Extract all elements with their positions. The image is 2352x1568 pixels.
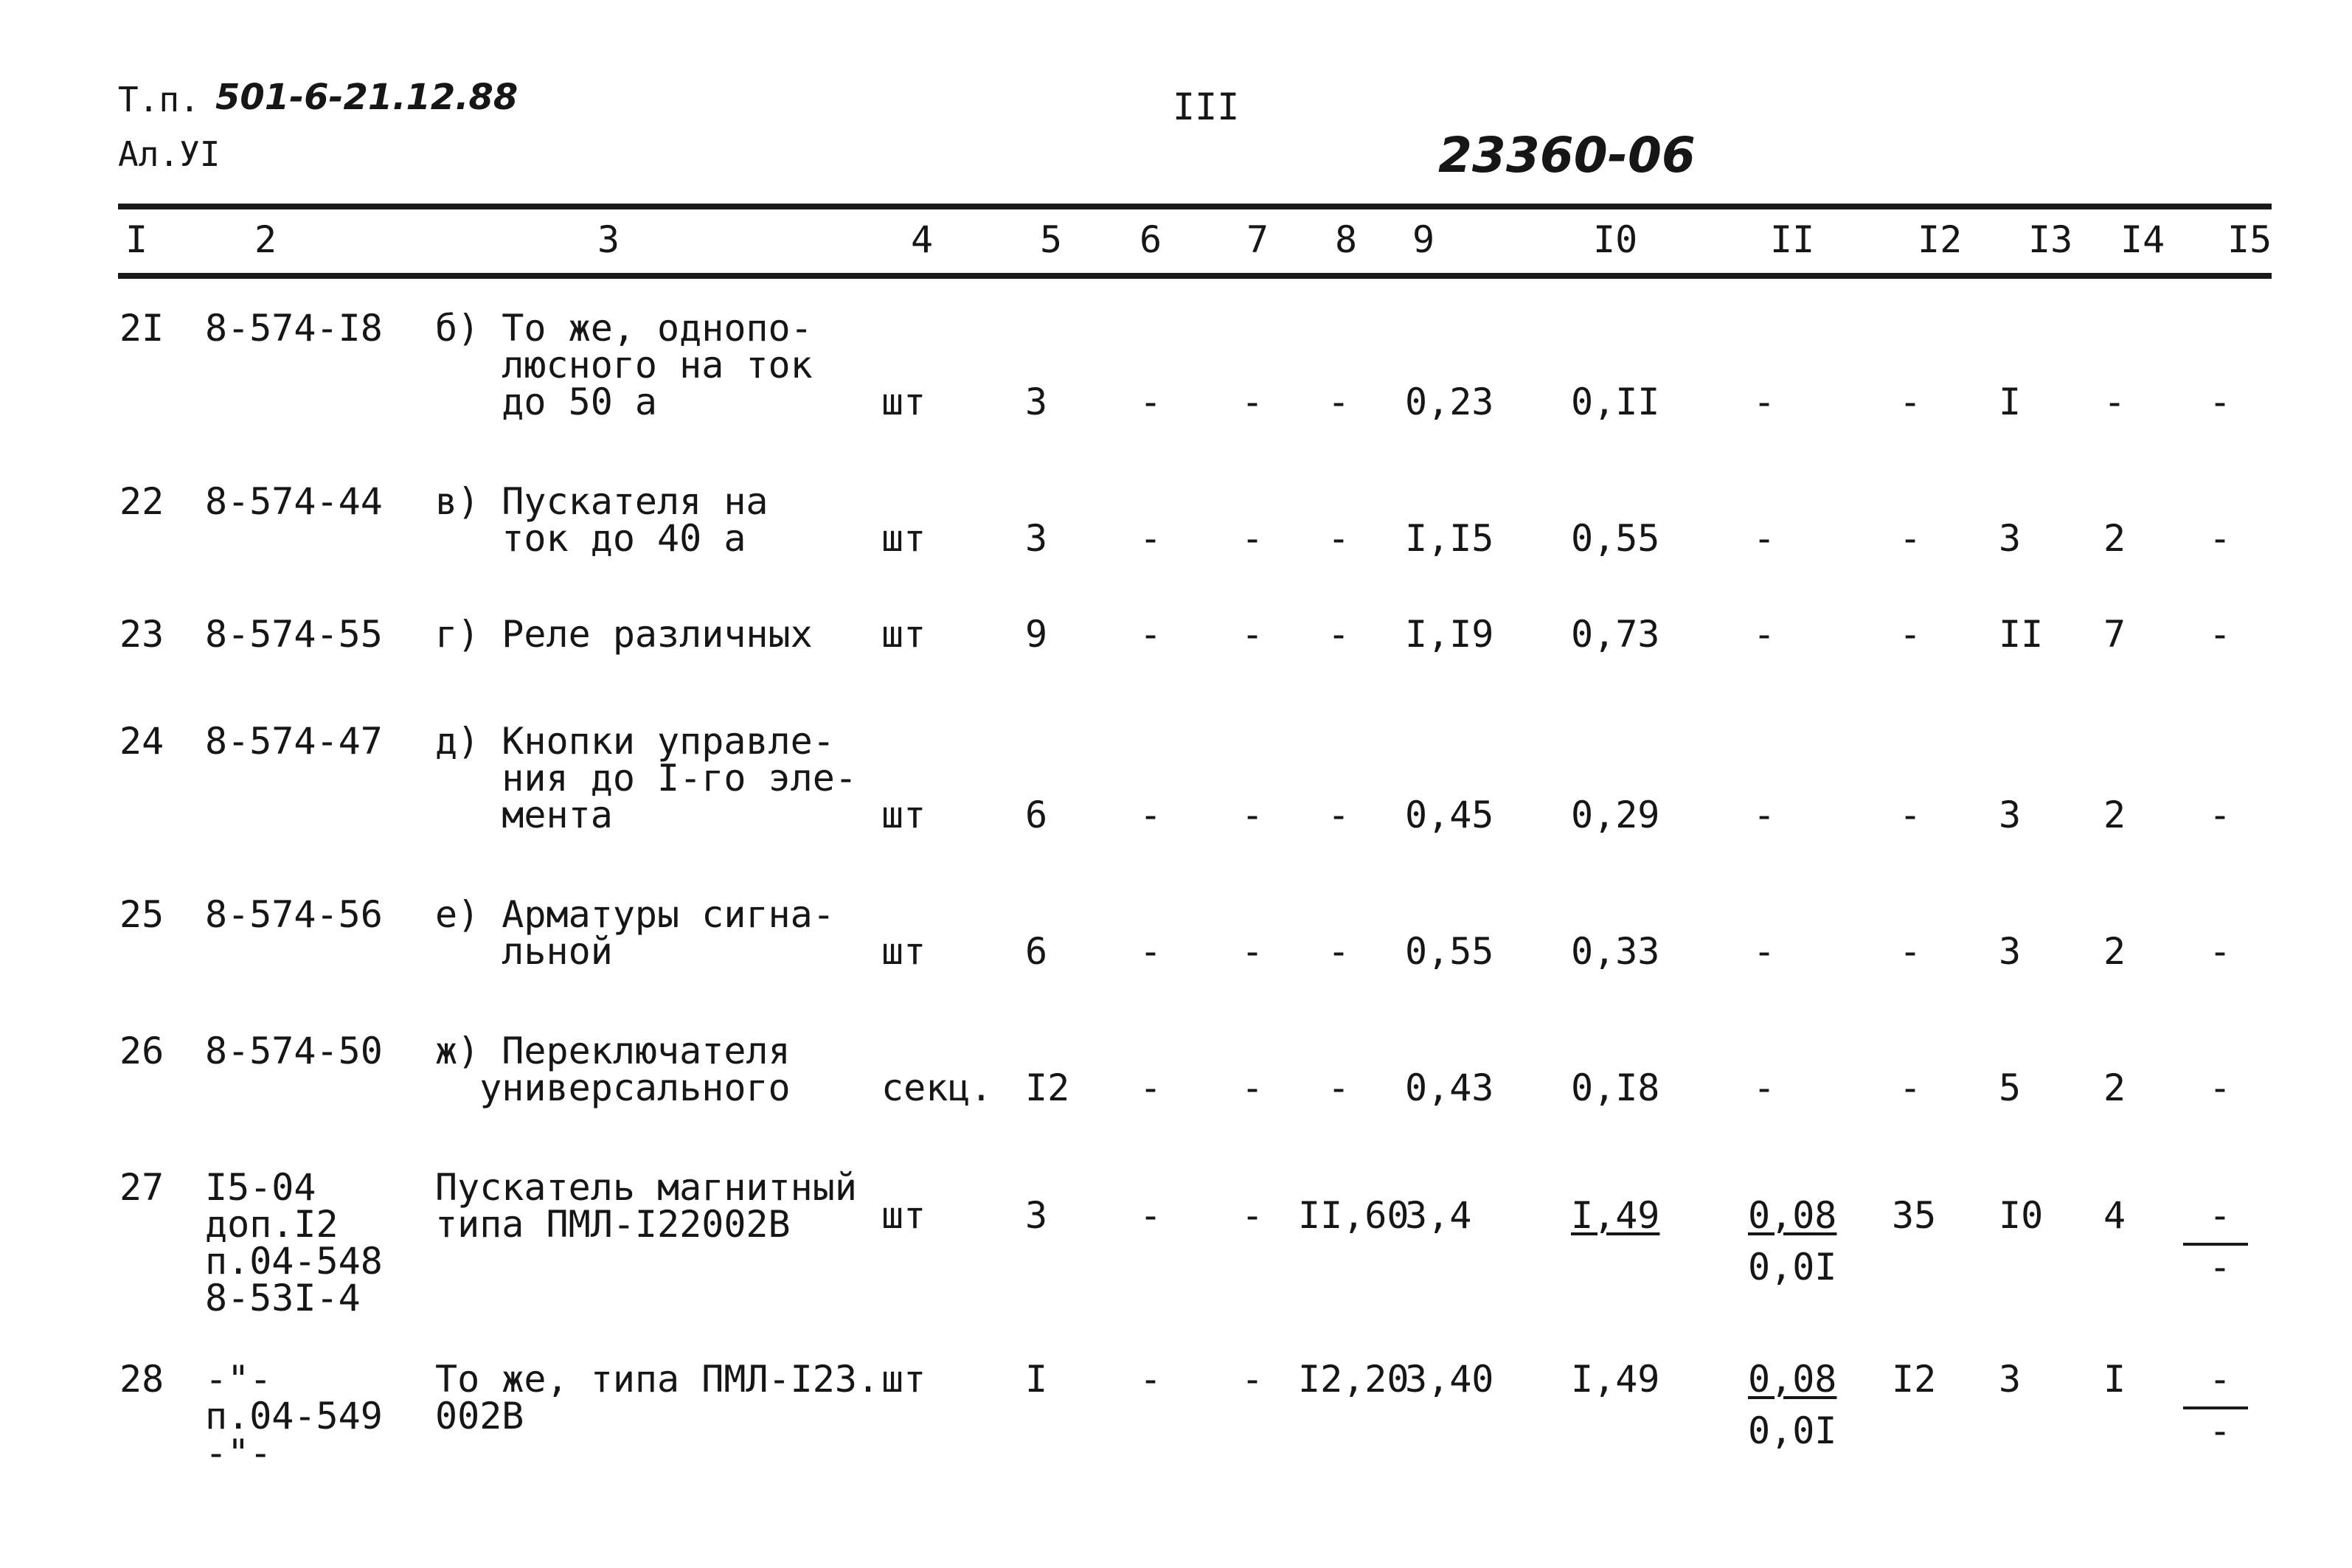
value-col-6: - <box>1139 930 1162 973</box>
value-col-10: 0,55 <box>1571 517 1660 560</box>
rate-code: -"- п.04-549 -"- <box>205 1358 383 1474</box>
value-col-8: II,60 <box>1298 1193 1409 1237</box>
value-col-12: - <box>1899 517 1922 560</box>
unit-of-measure: секц. <box>881 1066 993 1109</box>
value-col-9: 3,4 <box>1405 1193 1472 1237</box>
value-col-11: - <box>1753 1066 1776 1109</box>
value-col-12: - <box>1899 794 1922 836</box>
value-col-15-denominator: - <box>2209 1245 2232 1288</box>
row-number: 27 <box>119 1166 164 1209</box>
value-col-12: 35 <box>1892 1193 1937 1237</box>
quantity-col-5: 3 <box>1025 381 1048 423</box>
value-col-13: 3 <box>1999 930 2022 973</box>
column-header-15: I5 <box>2227 218 2272 261</box>
value-col-15-numerator: - <box>2209 1358 2232 1401</box>
table-top-rule <box>118 204 2272 209</box>
value-col-8: - <box>1328 613 1350 656</box>
column-header-7: 7 <box>1246 218 1269 261</box>
value-col-7: - <box>1241 1066 1264 1109</box>
row-number: 28 <box>119 1358 164 1401</box>
row-number: 25 <box>119 893 164 936</box>
row-number: 26 <box>119 1030 164 1072</box>
value-col-12: - <box>1899 1066 1922 1109</box>
value-col-15-numerator: - <box>2209 1193 2232 1237</box>
rate-code: 8-574-I8 <box>205 307 383 350</box>
value-col-11-numerator: 0,08 <box>1748 1358 1837 1401</box>
item-description: Пускатель магнитный типа ПМЛ-I22002В <box>435 1166 857 1246</box>
value-col-11-denominator: 0,0I <box>1748 1409 1837 1452</box>
value-col-10: 0,29 <box>1571 794 1660 836</box>
value-col-12: - <box>1899 613 1922 656</box>
value-col-13: I0 <box>1999 1193 2044 1237</box>
value-col-10: 0,73 <box>1571 613 1660 656</box>
value-col-15: - <box>2209 517 2232 560</box>
item-description: То же, типа ПМЛ-I23. 002В <box>435 1358 880 1437</box>
rate-code: 8-574-55 <box>205 613 383 656</box>
row-number: 23 <box>119 613 164 656</box>
value-col-14: 2 <box>2103 930 2126 973</box>
unit-of-measure: шт <box>881 794 926 836</box>
value-col-9: 3,40 <box>1405 1358 1494 1401</box>
value-col-8: I2,20 <box>1298 1358 1409 1401</box>
value-col-14: 2 <box>2103 517 2126 560</box>
value-col-9: 0,43 <box>1405 1066 1494 1109</box>
tp-number: 501-6-21.12.88 <box>215 77 518 118</box>
rate-code: 8-574-44 <box>205 480 383 523</box>
value-col-10: I,49 <box>1571 1193 1660 1237</box>
value-col-11: - <box>1753 930 1776 973</box>
column-header-14: I4 <box>2120 218 2165 261</box>
quantity-col-5: 6 <box>1025 930 1048 973</box>
value-col-10: 0,I8 <box>1571 1066 1660 1109</box>
value-col-7: - <box>1241 930 1264 973</box>
value-col-6: - <box>1139 1066 1162 1109</box>
value-col-11-numerator: 0,08 <box>1748 1193 1837 1237</box>
column-header-1: I <box>125 218 148 261</box>
column-header-10: I0 <box>1593 218 1638 261</box>
column-header-5: 5 <box>1040 218 1063 261</box>
quantity-col-5: 6 <box>1025 794 1048 836</box>
value-col-9: I,I9 <box>1405 613 1494 656</box>
value-col-7: - <box>1241 1358 1264 1401</box>
value-col-14: 4 <box>2103 1193 2126 1237</box>
item-description: ж) Переключателя универсального <box>435 1030 791 1109</box>
item-description: г) Реле различных <box>435 613 813 656</box>
value-col-10: 0,33 <box>1571 930 1660 973</box>
value-col-8: - <box>1328 381 1350 423</box>
column-header-13: I3 <box>2028 218 2073 261</box>
row-number: 22 <box>119 480 164 523</box>
value-col-7: - <box>1241 1193 1264 1237</box>
value-col-14: 2 <box>2103 1066 2126 1109</box>
document-code: 23360-06 <box>1438 127 1696 184</box>
value-col-14: I <box>2103 1358 2126 1401</box>
column-header-8: 8 <box>1335 218 1358 261</box>
value-col-7: - <box>1241 381 1264 423</box>
value-col-9: 0,45 <box>1405 794 1494 836</box>
row-number: 24 <box>119 720 164 763</box>
value-col-15: - <box>2209 930 2232 973</box>
unit-of-measure: шт <box>881 1193 926 1237</box>
tp-label: Т.п. <box>118 80 200 119</box>
unit-of-measure: шт <box>881 613 926 656</box>
value-col-13: 3 <box>1999 794 2022 836</box>
value-col-6: - <box>1139 794 1162 836</box>
value-col-12: - <box>1899 930 1922 973</box>
value-col-15: - <box>2209 381 2232 423</box>
value-col-6: - <box>1139 1193 1162 1237</box>
value-col-6: - <box>1139 517 1162 560</box>
value-col-14: 7 <box>2103 613 2126 656</box>
value-col-10: 0,II <box>1571 381 1660 423</box>
value-col-7: - <box>1241 794 1264 836</box>
value-col-12: - <box>1899 381 1922 423</box>
value-col-11-denominator: 0,0I <box>1748 1245 1837 1288</box>
fraction-bar <box>2183 1243 2248 1246</box>
value-col-14: - <box>2103 381 2126 423</box>
value-col-6: - <box>1139 1358 1162 1401</box>
value-col-9: 0,55 <box>1405 930 1494 973</box>
column-header-11: II <box>1770 218 1815 261</box>
item-description: б) То же, однопо- люсного на ток до 50 а <box>435 307 813 423</box>
value-col-15: - <box>2209 794 2232 836</box>
value-col-12: I2 <box>1892 1358 1937 1401</box>
value-col-7: - <box>1241 613 1264 656</box>
value-col-15: - <box>2209 1066 2232 1109</box>
item-description: е) Арматуры сигна- льной <box>435 893 835 973</box>
rate-code: 8-574-47 <box>205 720 383 763</box>
unit-of-measure: шт <box>881 517 926 560</box>
value-col-10: I,49 <box>1571 1358 1660 1401</box>
rate-code: 8-574-50 <box>205 1030 383 1072</box>
value-col-6: - <box>1139 613 1162 656</box>
column-header-9: 9 <box>1412 218 1435 261</box>
column-header-4: 4 <box>911 218 934 261</box>
value-col-9: 0,23 <box>1405 381 1494 423</box>
quantity-col-5: I2 <box>1025 1066 1070 1109</box>
value-col-8: - <box>1328 1066 1350 1109</box>
value-col-7: - <box>1241 517 1264 560</box>
value-col-13: 5 <box>1999 1066 2022 1109</box>
quantity-col-5: 9 <box>1025 613 1048 656</box>
column-header-3: 3 <box>597 218 620 261</box>
column-header-6: 6 <box>1139 218 1162 261</box>
value-col-13: II <box>1999 613 2044 656</box>
table-header-rule <box>118 273 2272 279</box>
quantity-col-5: I <box>1025 1358 1048 1401</box>
item-description: д) Кнопки управле- ния до I-го эле- мента <box>435 720 857 836</box>
value-col-9: I,I5 <box>1405 517 1494 560</box>
value-col-13: 3 <box>1999 517 2022 560</box>
quantity-col-5: 3 <box>1025 1193 1048 1237</box>
value-col-14: 2 <box>2103 794 2126 836</box>
row-number: 2I <box>119 307 164 350</box>
column-header-12: I2 <box>1918 218 1963 261</box>
value-col-8: - <box>1328 930 1350 973</box>
page-number: III <box>1173 86 1240 128</box>
item-description: в) Пускателя на ток до 40 а <box>435 480 769 560</box>
quantity-col-5: 3 <box>1025 517 1048 560</box>
value-col-15: - <box>2209 613 2232 656</box>
rate-code: I5-04 доп.I2 п.04-548 8-53I-4 <box>205 1166 383 1319</box>
unit-of-measure: шт <box>881 930 926 973</box>
value-col-11: - <box>1753 517 1776 560</box>
column-header-2: 2 <box>254 218 277 261</box>
value-col-11: - <box>1753 794 1776 836</box>
value-col-8: - <box>1328 517 1350 560</box>
value-col-11: - <box>1753 613 1776 656</box>
value-col-11: - <box>1753 381 1776 423</box>
unit-of-measure: шт <box>881 381 926 423</box>
value-col-8: - <box>1328 794 1350 836</box>
unit-of-measure: шт <box>881 1358 926 1401</box>
value-col-13: I <box>1999 381 2022 423</box>
value-col-15-denominator: - <box>2209 1409 2232 1452</box>
sheet-label: Ал.УI <box>118 134 221 174</box>
rate-code: 8-574-56 <box>205 893 383 936</box>
value-col-6: - <box>1139 381 1162 423</box>
value-col-13: 3 <box>1999 1358 2022 1401</box>
